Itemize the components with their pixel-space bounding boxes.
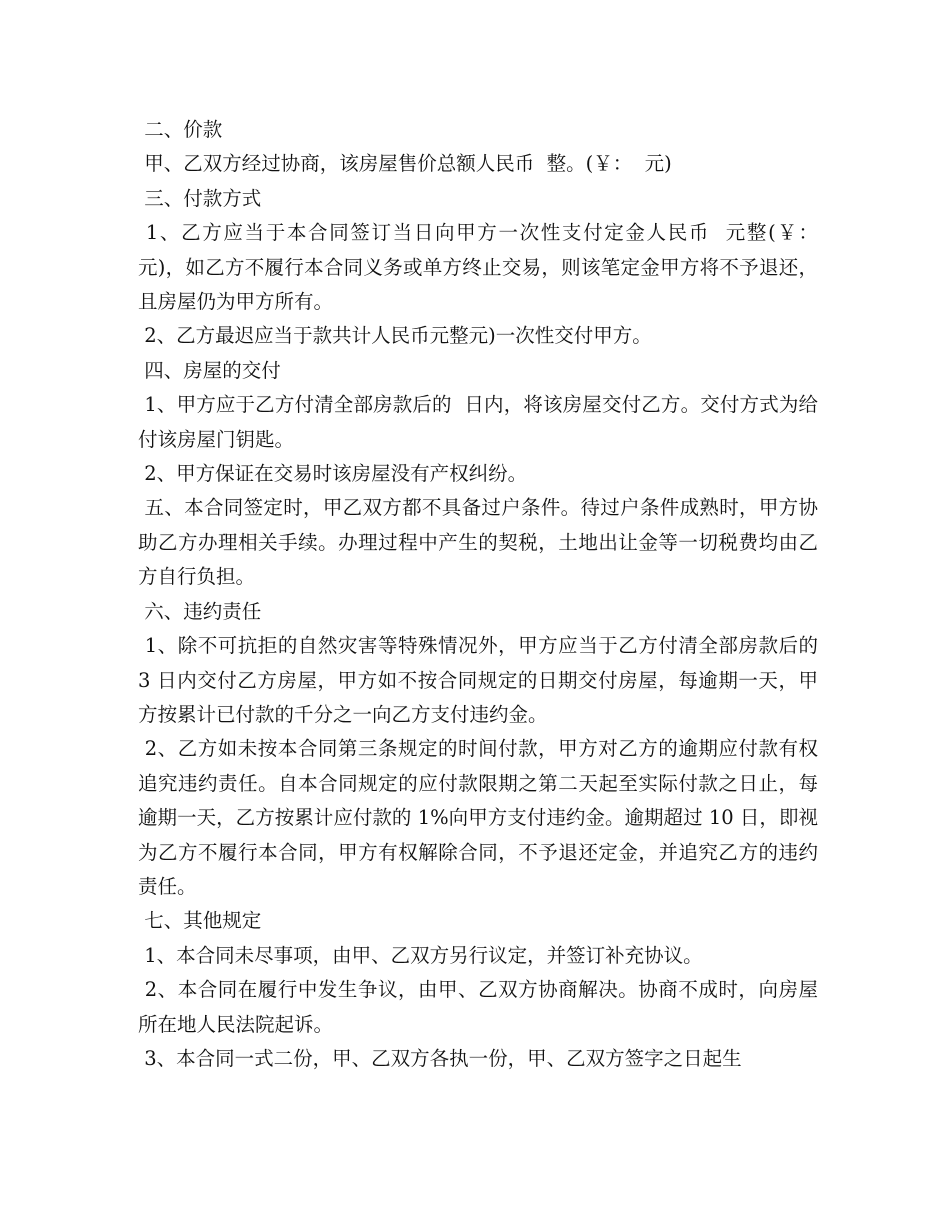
paragraph-delivery-title: 2、甲方保证在交易时该房屋没有产权纠纷。 [138, 462, 528, 486]
paragraph-liability-buyer: 2、乙方如未按本合同第三条规定的时间付款，甲方对乙方的逾期应付款有权追究违约责任。自本合同规定的应付款限期之第二天起至实际付款之日止，每逾期一天，乙方按累计应付款的 1%向甲方支付违约金。逾期超过 10 日，即视为乙方不履行本合同，甲方有权解除合同，不予退还定金，并追究乙方的违约责任。 [138, 737, 818, 898]
paragraph-other-supplement: 1、本合同未尽事项，由甲、乙双方另行议定，并签订补充协议。 [138, 943, 703, 967]
document-body [138, 113, 831, 1076]
section-heading-liability: 六、违约责任 [138, 599, 262, 623]
section-heading-price: 二、价款 [138, 118, 223, 141]
paragraph-other-dispute: 2、本合同在履行中发生争议，由甲、乙双方协商解决。协商不成时，向房屋所在地人民法院起诉。 [138, 978, 818, 1036]
paragraph-price-total: 甲、乙双方经过协商，该房屋售价总额人民币 整。(￥： 元) [138, 152, 672, 176]
paragraph-liability-seller: 1、除不可抗拒的自然灾害等特殊情况外，甲方应当于乙方付清全部房款后的 3 日内交付乙方房屋，甲方如不按合同规定的日期交付房屋，每逾期一天，甲方按累计已付款的千分之一向乙方支付违约金。 [138, 634, 825, 726]
paragraph-other-copies: 3、本合同一式二份，甲、乙双方各执一份，甲、乙双方签字之日起生 [138, 1046, 742, 1070]
paragraph-payment-deposit: 1、乙方应当于本合同签订当日向甲方一次性支付定金人民币 元整(￥： 元)，如乙方不履行本合同义务或单方终止交易，则该笔定金甲方将不予退还，且房屋仍为甲方所有。 [138, 221, 831, 314]
paragraph-delivery-keys: 1、甲方应于乙方付清全部房款后的 日内，将该房屋交付乙方。交付方式为给付该房屋门钥匙。 [138, 393, 818, 451]
section-heading-other: 七、其他规定 [138, 909, 262, 933]
paragraph-transfer-conditions: 五、本合同签定时，甲乙双方都不具备过户条件。待过户条件成熟时，甲方协助乙方办理相关手续。办理过程中产生的契税，土地出让金等一切税费均由乙方自行负担。 [138, 496, 818, 589]
section-heading-payment: 三、付款方式 [138, 186, 262, 210]
paragraph-payment-balance: 2、乙方最迟应当于款共计人民币元整元)一次性交付甲方。 [138, 324, 652, 348]
section-heading-delivery: 四、房屋的交付 [138, 358, 281, 382]
